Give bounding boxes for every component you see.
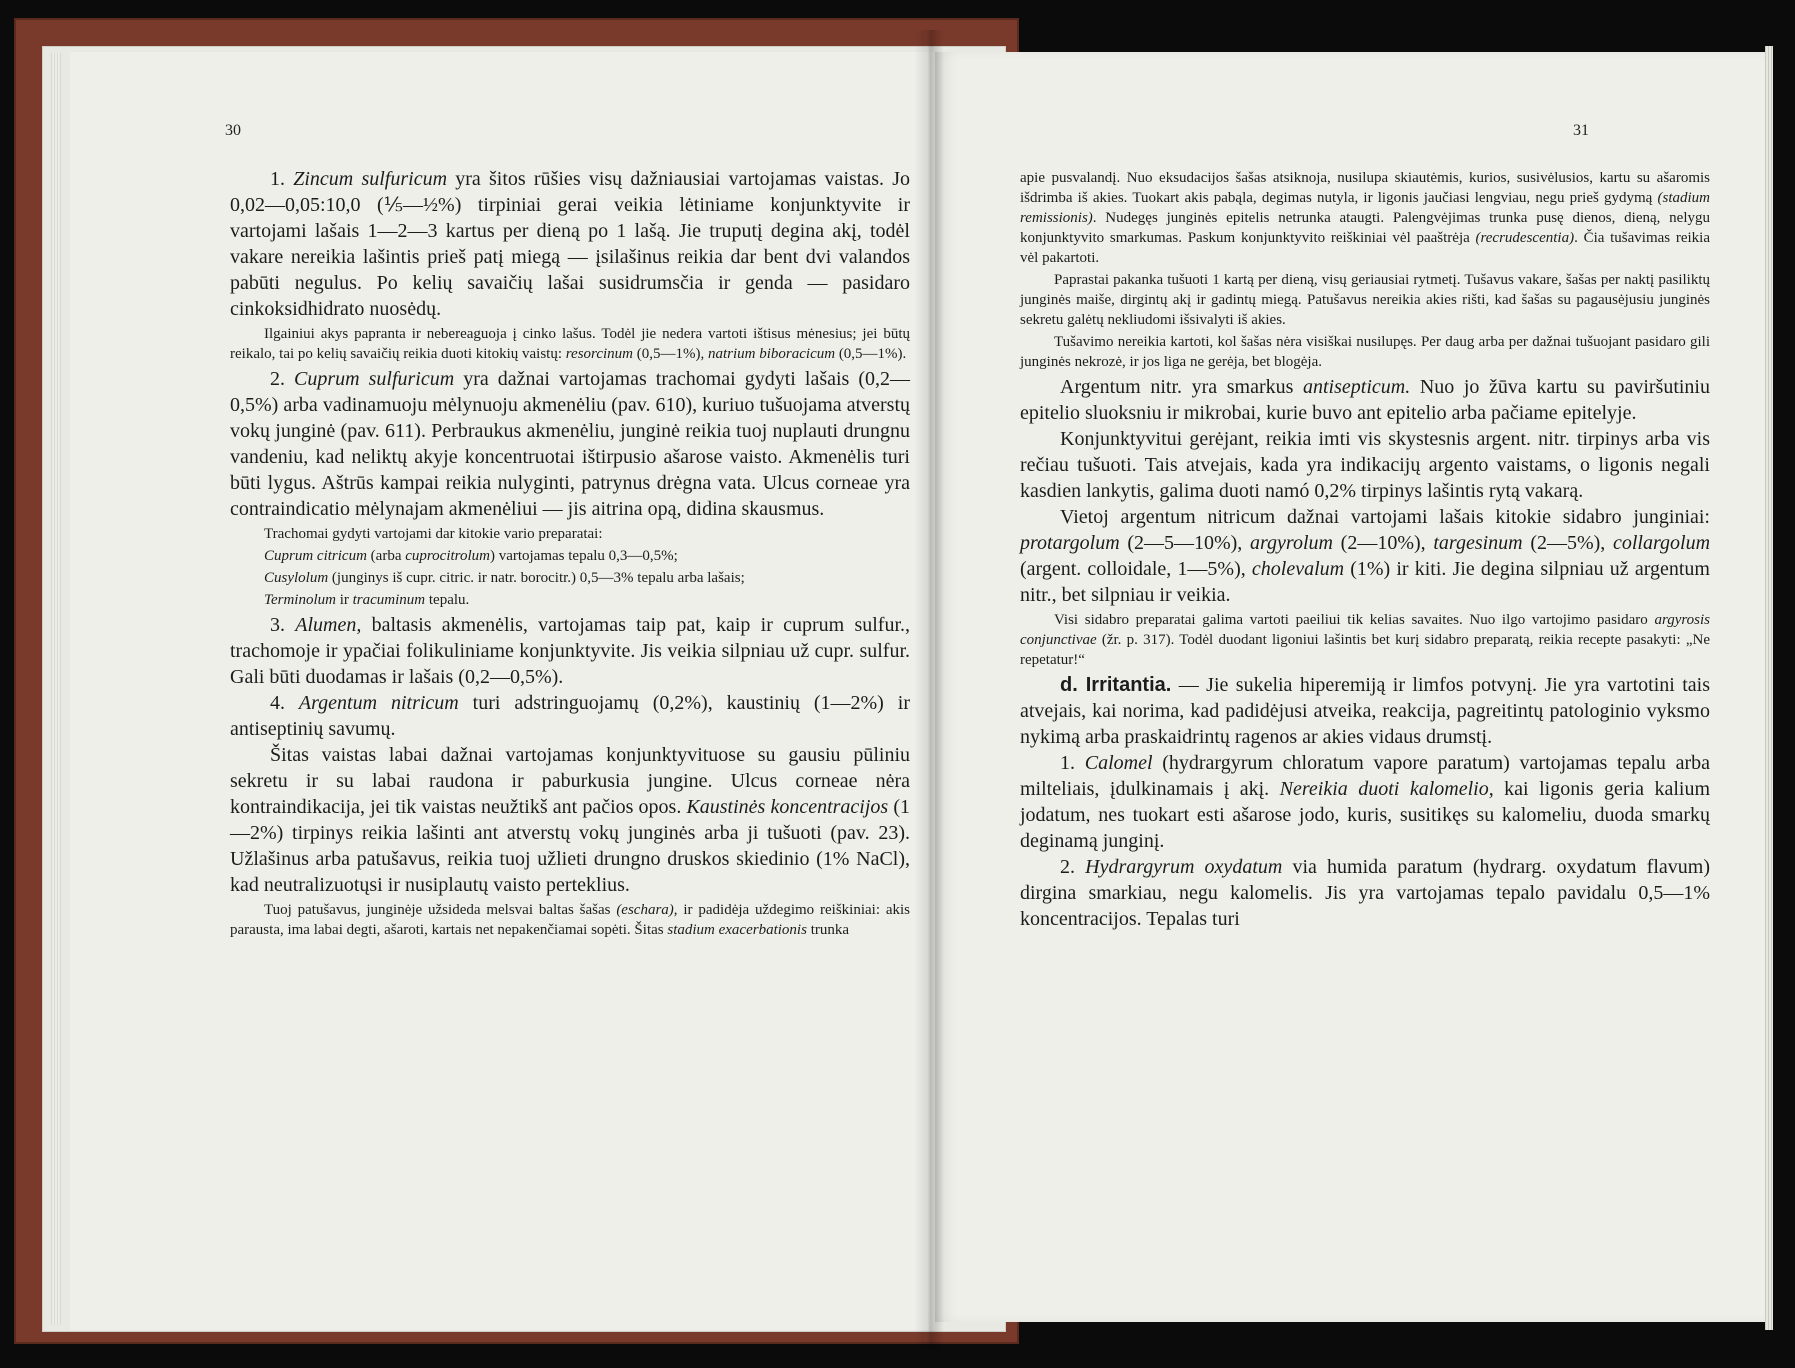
- left-paragraph: 2. Cuprum sulfuricum yra dažnai vartojamas trachomai gydyti lašais (0,2—0,5%) arba vadinamuoju mėlynuoju akmenėliu (pav. 610), kuriuo tušuojama atverstų vokų junginė (pav. 611). Perbraukus akmenėliu, junginė reikia tuoj nuplauti drungnu vandeniu, kad neliktų akyje koncentruotai ištirpusio ašarose vaisto. Akmenėlis turi būti lygus. Aštrūs kampai reikia nulyginti, patrynus drėgna vata. Ulcus corneae yra contraindicatio mėlynajam akmenėliui — jis aitrina opą, didina skausmus.: [230, 368, 911, 520]
- right-paragraph: 1. Calomel (hydrargyrum chloratum vapore paratum) vartojamas tepalu arba milteliais, įdulkinamais į akį. Nereikia duoti kalomelio, kai ligonis geria kalium jodatum, nes tuokart esti ašarose jodo, kuris, susitikęs su kalomeliu, duoda smarkų deginamą junginį.: [1020, 752, 1711, 852]
- right-paragraph: Konjunktyvitui gerėjant, reikia imti vis skystesnis argent. nitr. tirpinys arba vis rečiau tušuoti. Tais atvejais, kada yra indikacijų argento vaistams, o ligonis negali kasdien lankytis, galima duoti namó 0,2% tirpinys lašintis rytą vakarą.: [1020, 428, 1710, 502]
- left-paragraph: Šitas vaistas labai dažnai vartojamas konjunktyvituose su gausiu pūliniu sekretu ir su labai raudona ir paburkusia jungine. Ulcus corneae nėra kontraindikacija, jei tik vaistas neužtikš ant pačios opos. Kaustinės koncentracijos (1—2%) tirpinys reikia lašinti ant atverstų vokų junginės arba ji tušuoti (pav. 23). Užlašinus arba patušavus, reikia tuoj užlieti drungno druskos skiedinio (1% NaCl), kad neutralizuotųsi ir nusiplautų vaisto perteklius.: [230, 744, 910, 896]
- right-page-text: [1020, 166, 1710, 932]
- left-paragraph: 3. Alumen, baltasis akmenėlis, vartojamas taip pat, kaip ir cuprum sulfur., trachomoje ir ypačiai folikuliniame konjunktyvite. Jis veikia silpniau už cupr. sulfur. Gali būti duodamas ir lašais (0,2—0,5%).: [230, 614, 911, 688]
- left-paragraph: Trachomai gydyti vartojami dar kitokie vario preparatai:: [264, 526, 603, 542]
- left-paragraph: 4. Argentum nitricum turi adstringuojamų (0,2%), kaustinių (1—2%) ir antiseptinių savumų.: [230, 692, 910, 740]
- right-paragraph: Visi sidabro preparatai galima vartoti paeiliui tik kelias savaites. Nuo ilgo vartojimo pasidaro argyrosis conjunctivae (žr. p. 317). Todėl duodant ligoniui lašintis bet kurį sidabro preparatą, reikia recepte pasakyti: „Ne repetatur!“: [1020, 612, 1710, 668]
- right-paragraph: Vietoj argentum nitricum dažnai vartojami lašais kitokie sidabro junginiai: protargolum (2—5—10%), argyrolum (2—10%), targesinum (2—5%), collargolum (argent. colloidale, 1—5%), cholevalum (1%) ir kiti. Jie degina silpniau už argentum nitr., bet silpniau ir veikia.: [1020, 506, 1711, 606]
- left-paragraph: Cuprum citricum (arba cuprocitrolum) vartojamas tepalu 0,3—0,5%;: [264, 548, 678, 564]
- book-spine: [914, 30, 944, 1350]
- page-edge-right: [1765, 46, 1773, 1330]
- page-number-left: 30: [225, 122, 241, 139]
- left-page-text: [230, 166, 910, 942]
- right-paragraph: Paprastai pakanka tušuoti 1 kartą per dieną, visų geriausiai rytmetį. Tušavus vakare, šašas per naktį pasiliktų junginės maiše, dirgintų akį ir gadintų miegą. Patušavus nereikia akies rišti, kad šašas su pagausėjusiu junginės sekretu galėtų nekliudomi išsivalyti iš akies.: [1020, 272, 1710, 328]
- left-paragraph: Ilgainiui akys papranta ir nebereaguoja į cinko lašus. Todėl jie nedera vartoti ištisus mėnesius; jei būtų reikalo, tai po kelių savaičių reikia duoti kitokių vaistų: resorcinum (0,5—1%), natrium biboracicum (0,5—1%).: [230, 326, 910, 362]
- left-paragraph: Terminolum ir tracuminum tepalu.: [264, 592, 470, 608]
- right-paragraph: 2. Hydrargyrum oxydatum via humida paratum (hydrarg. oxydatum flavum) dirgina smarkiau, negu kalomelis. Jis yra vartojamas tepalo pavidalu 0,5—1% koncentracijos. Tepalas turi: [1020, 856, 1710, 930]
- left-paragraph: Cusylolum (junginys iš cupr. citric. ir natr. borocitr.) 0,5—3% tepalu arba lašais;: [264, 570, 745, 586]
- left-page: [70, 52, 935, 1330]
- right-paragraph: d. Irritantia. — Jie sukelia hiperemiją ir limfos potvynį. Jie yra vartotini tais atvejais, kai norima, kad padidėjusi atveika, reakcija, pagreitintų patologinio vyksmo nykimą arba praskaidrintų ragenos ar akies vidaus drumstį.: [1020, 674, 1711, 748]
- right-page: [935, 52, 1765, 1322]
- right-paragraph: Argentum nitr. yra smarkus antisepticum. Nuo jo žūva kartu su paviršutiniu epitelio sluoksniu ir mikrobai, kurie buvo ant epitelio arba pačiame epitelyje.: [1020, 376, 1710, 424]
- right-paragraph: Tušavimo nereikia kartoti, kol šašas nėra visiškai nusilupęs. Per daug arba per dažnai tušuojant pasidaro gili junginės nekrozė, ir jos liga ne gerėja, bet blogėja.: [1020, 334, 1710, 370]
- left-paragraph: Tuoj patušavus, junginėje užsideda melsvai baltas šašas (eschara), ir padidėja uždegimo reiškiniai: akis parausta, ima labai degti, ašaroti, kartais net nepakenčiamai sopėti. Šitas stadium exacerbationis trunka: [230, 902, 910, 938]
- page-number-right: 31: [1573, 122, 1589, 139]
- left-paragraph: 1. Zincum sulfuricum yra šitos rūšies visų dažniausiai vartojamas vaistas. Jo 0,02—0,05:10,0 (⅕—½%) tirpiniai gerai veikia lėtiniame konjunktyvite ir vartojami lašais 1—2—3 kartus per dieną po 1 lašą. Jie truputį degina akį, todėl vakare nereikia lašintis prieš patį miegą — įsilašinus reikia dar bent dvi valandos pabūti negulus. Po kelių savaičių lašai susidrumsčia ir genda — pasidaro cinkoksidhidrato nuosėdų.: [230, 168, 911, 320]
- right-paragraph: apie pusvalandį. Nuo eksudacijos šašas atsiknoja, nusilupa skiautėmis, kurios, susivėlusios, kartu su ašaromis išdrimba iš akies. Tuokart akis pabąla, degimas nutyla, ir ligonis jaučiasi lengviau, negu prieš gydymą (stadium remissionis). Nudegęs junginės epitelis netrunka ataugti. Palengvėjimas trunka pusę dienos, dieną, nelygu konjunktyvito smarkumas. Paskum konjunktyvito reiškiniai vėl paaštrėja (recrudescentia). Čia tušavimas reikia vėl pakartoti.: [1020, 170, 1710, 266]
